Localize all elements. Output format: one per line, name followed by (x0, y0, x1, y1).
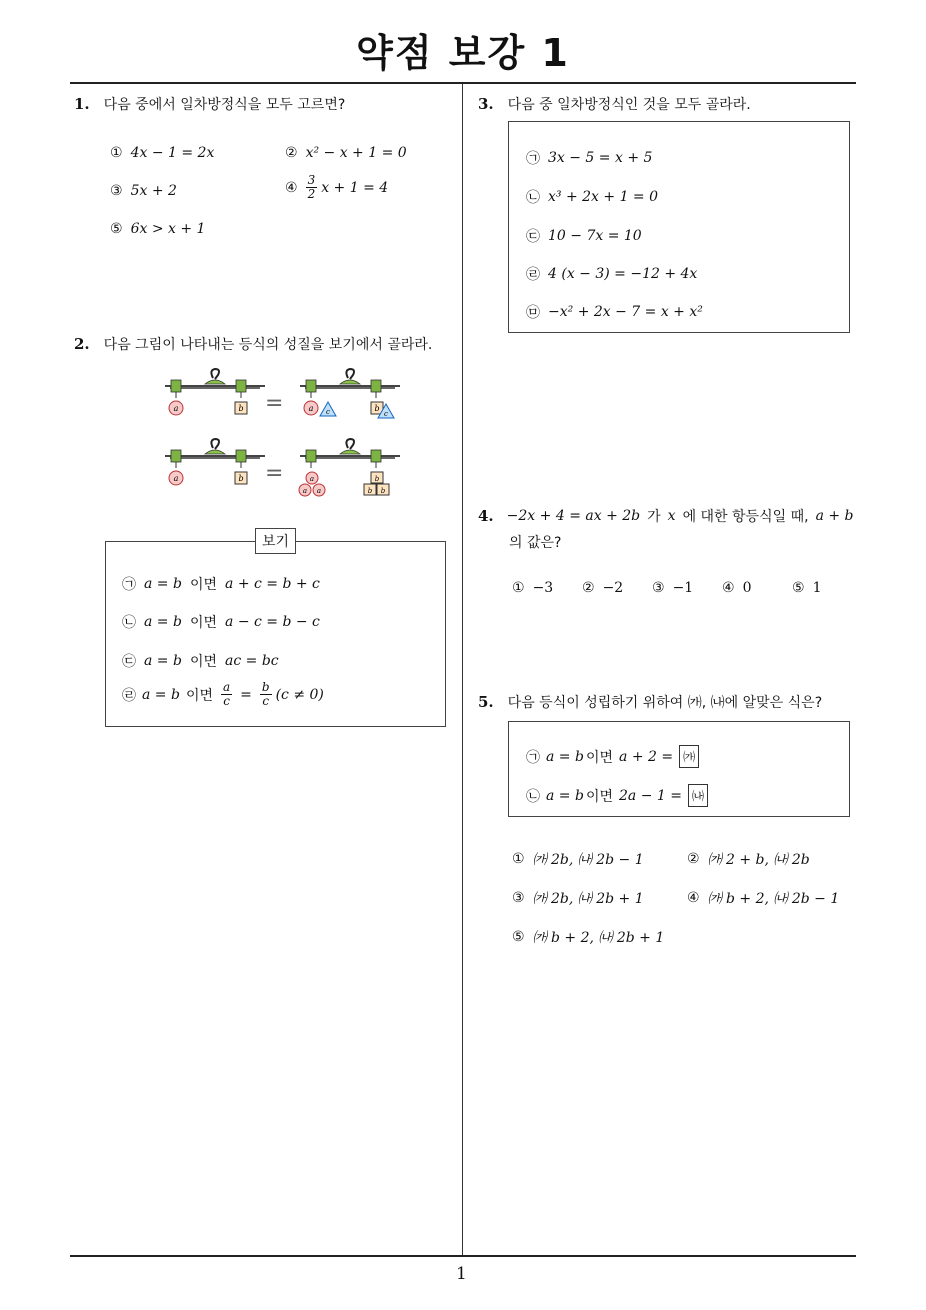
question-text: 다음 중에서 일차방정식을 모두 고르면? (103, 97, 346, 113)
item-word: 이면 (585, 749, 614, 766)
q3-item (526, 148, 652, 168)
item-marker: ㉡ (526, 788, 540, 805)
question-number: 3. (478, 95, 494, 113)
choice-expression: 6x > x + 1 (130, 221, 206, 237)
item-marker: ㉠ (526, 151, 540, 167)
choice (687, 888, 839, 908)
choice-marker: ② (285, 145, 298, 161)
q3-item (526, 264, 697, 284)
balance-top-left (165, 369, 265, 415)
item-marker: ㉡ (122, 615, 136, 631)
fraction (221, 681, 232, 708)
blank-na-box: ㈏ (688, 784, 708, 807)
item-expression: −x² + 2x − 7 = x + x² (548, 304, 703, 320)
question-1-header (74, 94, 345, 114)
question-text: 다음 중 일차방정식인 것을 모두 골라라. (507, 97, 751, 113)
item-lhs: a = b (144, 653, 182, 669)
q3-item (526, 226, 642, 246)
item-rhs: a + c = b + c (225, 576, 320, 592)
bogi-item (122, 681, 324, 708)
particle: 가 (647, 509, 661, 525)
choice (687, 849, 810, 869)
item-expression: 10 − 7x = 10 (548, 228, 642, 244)
fraction-numerator: 3 (307, 173, 316, 187)
choice-expression: x² − x + 1 = 0 (305, 145, 407, 161)
item-lhs: a = b (144, 614, 182, 630)
bogi-item (122, 651, 279, 671)
item-word: 이면 (189, 654, 218, 670)
item-lhs: a = b (144, 576, 182, 592)
choice (512, 849, 644, 869)
question-number: 1. (74, 95, 90, 113)
weight-b: b (238, 474, 244, 483)
choice-marker: ④ (687, 890, 700, 906)
choice-marker: ⑤ (512, 929, 525, 945)
weight-a: a (173, 404, 179, 413)
choice (792, 580, 821, 596)
page-number: 1 (456, 1264, 467, 1284)
choice-marker: ① (110, 145, 123, 161)
question-text: 에 대한 항등식일 때, (682, 509, 809, 525)
item-marker: ㉡ (526, 190, 540, 206)
choice-text: ㈎ 2 + b, ㈏ 2b (707, 852, 810, 868)
weight-c: c (384, 410, 388, 418)
item-word: 이면 (585, 788, 614, 805)
choice (652, 580, 693, 596)
question-3-header (478, 94, 751, 114)
condition: (c ≠ 0) (275, 686, 324, 703)
item-expression: 4 (x − 3) = −12 + 4x (548, 266, 698, 282)
weight-b: b (367, 487, 373, 495)
question-text-continued: 의 값은? (509, 535, 562, 551)
q5-item (526, 784, 708, 807)
choice-expression: x + 1 = 4 (321, 179, 389, 196)
item-word: 이면 (189, 615, 218, 631)
weight-b: b (374, 475, 380, 483)
choice-marker: ③ (110, 183, 123, 199)
item-rhs: 2a − 1 = (619, 787, 682, 804)
fraction (306, 174, 318, 201)
choice-marker: ④ (285, 179, 298, 196)
choice (110, 145, 214, 161)
target-expression: a + b (815, 508, 854, 524)
item-marker: ㉠ (526, 749, 540, 766)
item-expression: x³ + 2x + 1 = 0 (548, 189, 659, 205)
choice-marker: ④ (722, 580, 735, 596)
choice-marker: ① (512, 851, 525, 867)
choice-text: ㈎ b + 2, ㈏ 2b − 1 (707, 891, 840, 907)
choice-marker: ② (582, 580, 595, 596)
choice (722, 580, 751, 596)
bogi-label: 보기 (255, 528, 296, 554)
weight-b: b (238, 404, 244, 413)
item-rhs: a − c = b − c (225, 614, 320, 630)
balance-top-right (300, 369, 400, 418)
item-marker: ㉢ (526, 229, 540, 245)
item-lhs: a = b (546, 748, 584, 765)
q5-item (526, 745, 699, 768)
weight-a: a (308, 404, 314, 413)
choice (512, 580, 553, 596)
item-word: 이면 (189, 577, 218, 593)
choice (285, 174, 388, 201)
balance-figure (160, 364, 400, 504)
item-expression: 3x − 5 = x + 5 (548, 150, 653, 166)
weight-c: c (326, 408, 330, 416)
choice (582, 580, 623, 596)
choice (285, 145, 407, 161)
choice-text: ㈎ 2b, ㈏ 2b − 1 (532, 852, 644, 868)
question-number: 4. (478, 507, 494, 525)
item-rhs: a + 2 = (619, 748, 674, 765)
balance-bottom-right (299, 439, 400, 496)
choice-marker: ① (512, 580, 525, 596)
bogi-item (122, 612, 320, 632)
item-lhs: a = b (546, 787, 584, 804)
equals: = (240, 686, 252, 703)
choice-value: 1 (812, 580, 822, 596)
choice-expression: 5x + 2 (130, 183, 177, 199)
fraction-numerator: b (261, 680, 270, 694)
question-text: 다음 등식이 성립하기 위하여 ㈎, ㈏에 알맞은 식은? (507, 695, 823, 711)
fraction-numerator: a (223, 680, 231, 694)
choice-text: ㈎ b + 2, ㈏ 2b + 1 (532, 930, 665, 946)
bogi-item (122, 574, 320, 594)
choice-marker: ③ (512, 890, 525, 906)
question-2-header (74, 334, 432, 354)
question-text: 다음 그림이 나타내는 등식의 성질을 보기에서 골라라. (103, 337, 433, 353)
weight-a: a (302, 487, 308, 495)
weight-b: b (374, 404, 380, 413)
choice-text: ㈎ 2b, ㈏ 2b + 1 (532, 891, 644, 907)
choice-marker: ② (687, 851, 700, 867)
blank-ga-box: ㈎ (679, 745, 699, 768)
question-number: 5. (478, 693, 494, 711)
question-number: 2. (74, 335, 90, 353)
fraction-denominator: c (223, 694, 230, 708)
weight-b: b (380, 487, 386, 495)
equation: −2x + 4 = ax + 2b (506, 508, 641, 524)
choice (110, 221, 205, 237)
weight-a: a (173, 474, 179, 483)
choice (512, 927, 664, 947)
choice-value: −2 (602, 580, 624, 596)
item-lhs: a = b (142, 686, 180, 703)
choice-marker: ⑤ (792, 580, 805, 596)
item-marker: ㉢ (122, 654, 136, 670)
item-marker: ㉣ (526, 267, 540, 283)
balance-bottom-left (165, 439, 265, 485)
choice (512, 888, 644, 908)
equals-sign: = (265, 391, 284, 416)
page-title: 약점 보강 1 (356, 31, 570, 75)
choice-marker: ③ (652, 580, 665, 596)
bottom-rule (70, 1255, 856, 1257)
fraction (260, 681, 272, 708)
item-word: 이면 (185, 687, 214, 704)
item-marker: ㉣ (122, 687, 136, 704)
fraction-denominator: c (262, 694, 270, 708)
choice (110, 183, 177, 199)
choice-marker: ⑤ (110, 221, 123, 237)
choice-expression: 4x − 1 = 2x (130, 145, 215, 161)
item-rhs: ac = bc (225, 653, 279, 669)
choice-value: −1 (672, 580, 694, 596)
equals-sign: = (265, 461, 284, 486)
question-4-header (478, 506, 854, 526)
variable: x (667, 508, 676, 524)
weight-a: a (309, 475, 315, 483)
weight-a: a (316, 487, 322, 495)
column-divider (462, 84, 463, 1256)
question-5-header (478, 692, 822, 712)
q3-item (526, 302, 703, 322)
item-marker: ㉠ (122, 577, 136, 593)
choice-value: −3 (532, 580, 554, 596)
choice-value: 0 (742, 580, 752, 596)
fraction-denominator: 2 (307, 187, 316, 201)
item-marker: ㉤ (526, 305, 540, 321)
q3-item (526, 187, 658, 207)
